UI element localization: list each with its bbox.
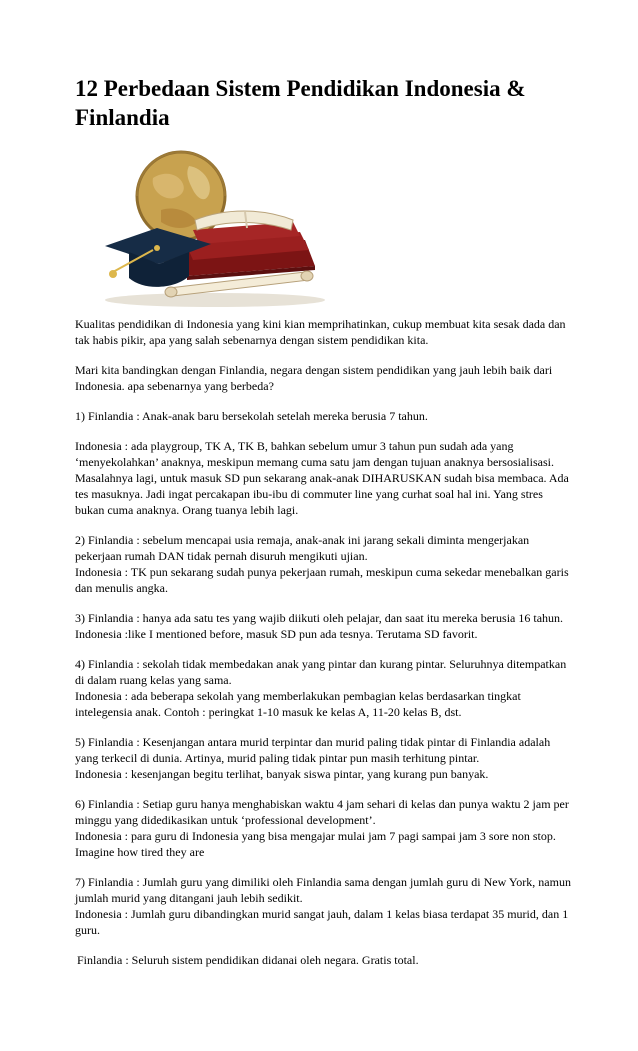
paragraph-comparison-intro: Mari kita bandingkan dengan Finlandia, negara dengan sistem pendidikan yang jauh lebih baik dari Indonesia. apa sebenarnya yang berbeda? (75, 363, 553, 393)
education-illustration (95, 140, 335, 310)
paragraph-point-4: 4) Finlandia : sekolah tidak membedakan anak yang pintar dan kurang pintar. Seluruhnya ditempatkan di dalam ruang kelas yang sama. Indonesia : ada beberapa sekolah yang memberlakukan pembagian kelas berdasarkan tingkat intelegensia anak. Contoh : peringkat 1-10 masuk ke kelas A, 11-20 kelas B, dst. (75, 657, 567, 719)
paragraph-point-5: 5) Finlandia : Kesenjangan antara murid terpintar dan murid paling tidak pintar di Finlandia adalah yang terkecil di dunia. Artinya, murid paling tidak pintar pun masih terhitung pintar. Indonesia : kesenjangan begitu terlihat, banyak siswa pintar, yang kurang pun banyak. (75, 735, 551, 781)
paragraph-point-6: 6) Finlandia : Setiap guru hanya menghabiskan waktu 4 jam sehari di kelas dan punya waktu 2 jam per minggu yang didedikasikan untuk ‘professional development’. Indonesia : para guru di Indonesia yang bisa mengajar mulai jam 7 pagi sampai jam 3 sore non stop. Imagine how tired they are (75, 797, 569, 859)
paragraph-point-1-indonesia: Indonesia : ada playgroup, TK A, TK B, bahkan sebelum umur 3 tahun pun sudah ada yang ‘menyekolahkan’ anaknya, meskipun memang cuma satu jam dengan tujuan anaknya bersosialisasi. Masalahnya lagi, untuk masuk SD pun sekarang anak-anak DIHARUSKAN sudah bisa membaca. Ada tes masuknya. Jadi ingat percakapan ibu-ibu di commuter line yang curhat soal hal ini. Yang stres bukan cuma anaknya. Orang tuanya lebih lagi. (75, 439, 569, 517)
paragraph-intro: Kualitas pendidikan di Indonesia yang kini kian memprihatinkan, cukup membuat kita sesak dada dan tak habis pikir, apa yang salah sebenarnya dengan sistem pendidikan kita. (75, 317, 566, 347)
paragraph-point-7: 7) Finlandia : Jumlah guru yang dimiliki oleh Finlandia sama dengan jumlah guru di New York, namun jumlah murid yang ditangani jauh lebih sedikit. Indonesia : Jumlah guru dibandingkan murid sangat jauh, dalam 1 kelas biasa terdapat 35 murid, dan 1 guru. (75, 875, 571, 937)
paragraph-point-3: 3) Finlandia : hanya ada satu tes yang wajib diikuti oleh pelajar, dan saat itu mereka berusia 16 tahun. Indonesia :like I mentioned before, masuk SD pun ada tesnya. Terutama SD favorit. (75, 611, 564, 641)
paragraph-point-1-finlandia: 1) Finlandia : Anak-anak baru bersekolah setelah mereka berusia 7 tahun. (75, 409, 428, 423)
paragraph-point-2: 2) Finlandia : sebelum mencapai usia remaja, anak-anak ini jarang sekali diminta mengerjakan pekerjaan rumah DAN tidak pernah disuruh mengikuti ujian. Indonesia : TK pun sekarang sudah punya pekerjaan rumah, meskipun cuma sekedar menebalkan garis dan menulis angka. (75, 533, 569, 595)
paragraph-funding: Finlandia : Seluruh sistem pendidikan didanai oleh negara. Gratis total. (77, 953, 419, 967)
document-title: 12 Perbedaan Sistem Pendidikan Indonesia & Finlandia (75, 76, 526, 130)
document-body (75, 316, 575, 982)
